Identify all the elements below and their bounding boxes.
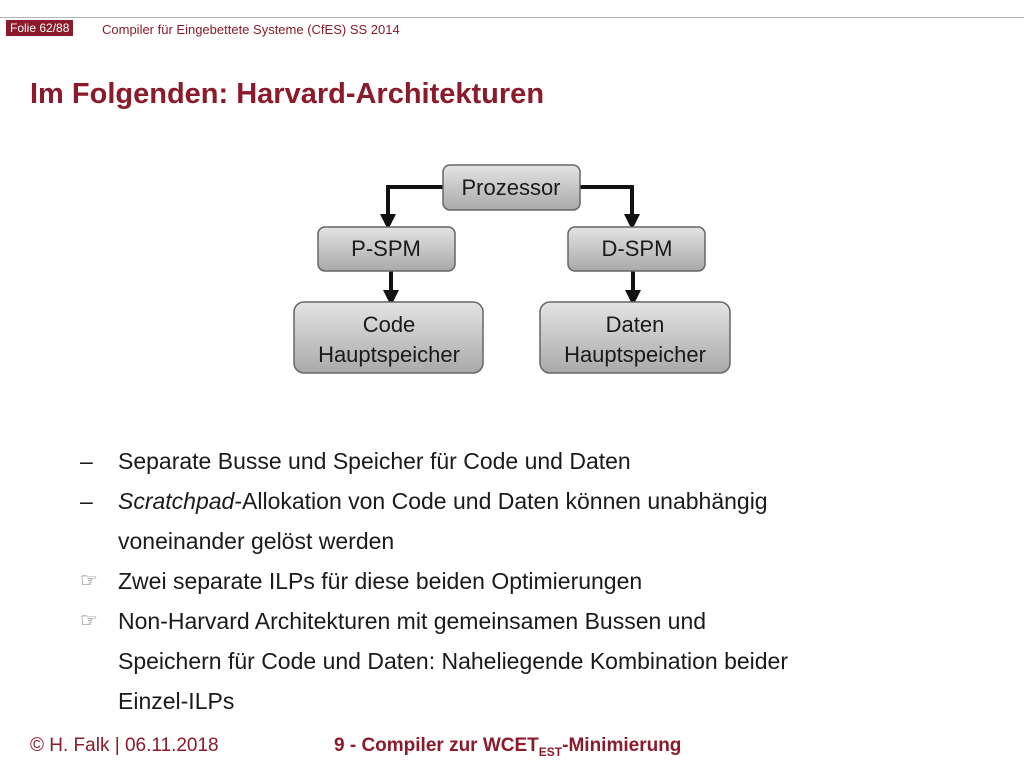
- d-spm-label: D-SPM: [601, 236, 673, 261]
- processor-to-pspm-bus: [388, 187, 443, 222]
- processor-to-dspm-bus: [580, 187, 632, 222]
- p-spm-label: P-SPM: [351, 236, 421, 261]
- bullet-text-rest: -Allokation von Code und Daten können unabhängig: [234, 488, 768, 514]
- data-memory-label-line2: Hauptspeicher: [564, 342, 706, 367]
- bullet-item: [80, 481, 980, 561]
- bullet-text: Non-Harvard Architekturen mit gemeinsamen Bussen und: [118, 608, 707, 634]
- footer-chapter: [334, 735, 681, 759]
- processor-box: [443, 165, 580, 210]
- course-title: Compiler für Eingebettete Systeme (CfES) SS 2014: [102, 22, 400, 37]
- chapter-suffix: -Minimierung: [562, 735, 682, 756]
- processor-label: Prozessor: [461, 175, 561, 200]
- pointing-hand-icon: ☞: [80, 570, 98, 592]
- bullet-text-continuation: voneinander gelöst werden: [118, 528, 395, 554]
- d-spm-box: [568, 227, 705, 271]
- bullet-text: [118, 481, 980, 521]
- data-memory-label-line1: Daten: [605, 312, 665, 337]
- footer-author-date: © H. Falk | 06.11.2018: [30, 735, 219, 756]
- chapter-prefix: 9 - Compiler zur WCET: [334, 735, 539, 756]
- slide-title: Im Folgenden: Harvard-Architekturen: [30, 78, 545, 110]
- bullet-text: Separate Busse und Speicher für Code und Daten: [118, 448, 631, 474]
- chapter-subscript: EST: [538, 744, 563, 759]
- data-memory-box: [540, 302, 730, 373]
- dash-marker: –: [80, 448, 93, 474]
- bullet-item: [80, 561, 980, 601]
- bullet-text-continuation: Einzel-ILPs: [118, 688, 235, 714]
- bullet-text-continuation: Speichern für Code und Daten: Naheliegende Kombination beider: [118, 648, 789, 674]
- pointing-hand-icon: ☞: [80, 610, 98, 632]
- code-memory-label-line1: Code: [362, 312, 416, 337]
- bullet-list: [80, 441, 980, 721]
- slide-number-badge: Folie 62/88: [6, 20, 73, 36]
- bullet-text: Zwei separate ILPs für diese beiden Optimierungen: [118, 568, 643, 594]
- dash-marker: –: [80, 488, 93, 514]
- bullet-item: [80, 441, 980, 481]
- code-memory-box: [294, 302, 483, 373]
- code-memory-label-line2: Hauptspeicher: [318, 342, 460, 367]
- p-spm-box: [318, 227, 455, 271]
- italic-term: Scratchpad: [118, 488, 235, 514]
- bullet-item: [80, 601, 980, 721]
